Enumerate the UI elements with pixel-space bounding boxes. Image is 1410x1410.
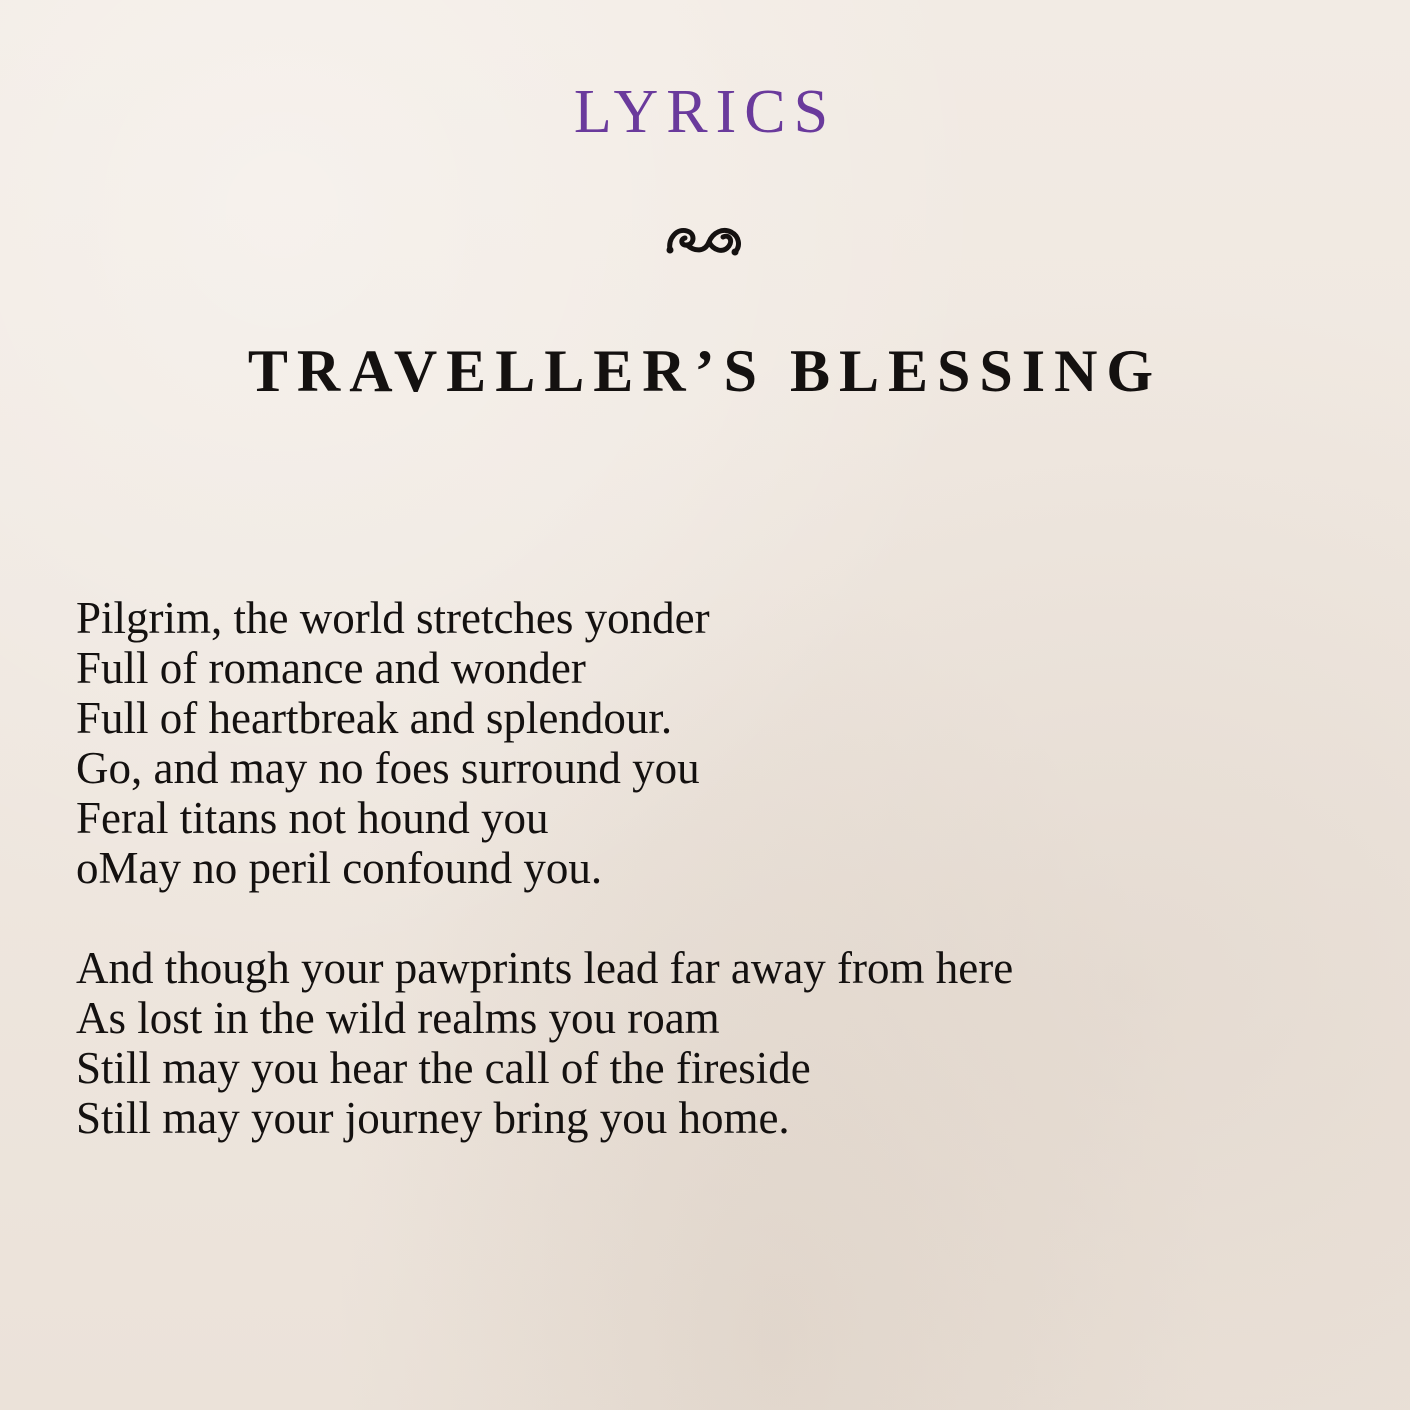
scroll-flourish-icon	[665, 222, 745, 258]
lyric-line: Full of heartbreak and splendour.	[76, 693, 673, 743]
lyric-line: Feral titans not hound you	[76, 793, 549, 843]
lyrics-body	[76, 593, 1336, 1193]
lyric-line: Go, and may no foes surround you	[76, 743, 700, 793]
lyric-line: And though your pawprints lead far away from here	[76, 943, 1014, 993]
lyric-line: Full of romance and wonder	[76, 643, 586, 693]
lyric-line: oMay no peril confound you.	[76, 843, 603, 893]
section-label: LYRICS	[573, 78, 837, 146]
stanza-2	[76, 943, 1336, 1143]
lyric-line: As lost in the wild realms you roam	[76, 993, 720, 1043]
song-title: TRAVELLER’S BLESSING	[247, 338, 1163, 404]
stanza-1	[76, 593, 1336, 893]
lyric-line: Pilgrim, the world stretches yonder	[76, 593, 710, 643]
lyric-line: Still may you hear the call of the fireside	[76, 1043, 811, 1093]
lyric-line: Still may your journey bring you home.	[76, 1093, 790, 1143]
